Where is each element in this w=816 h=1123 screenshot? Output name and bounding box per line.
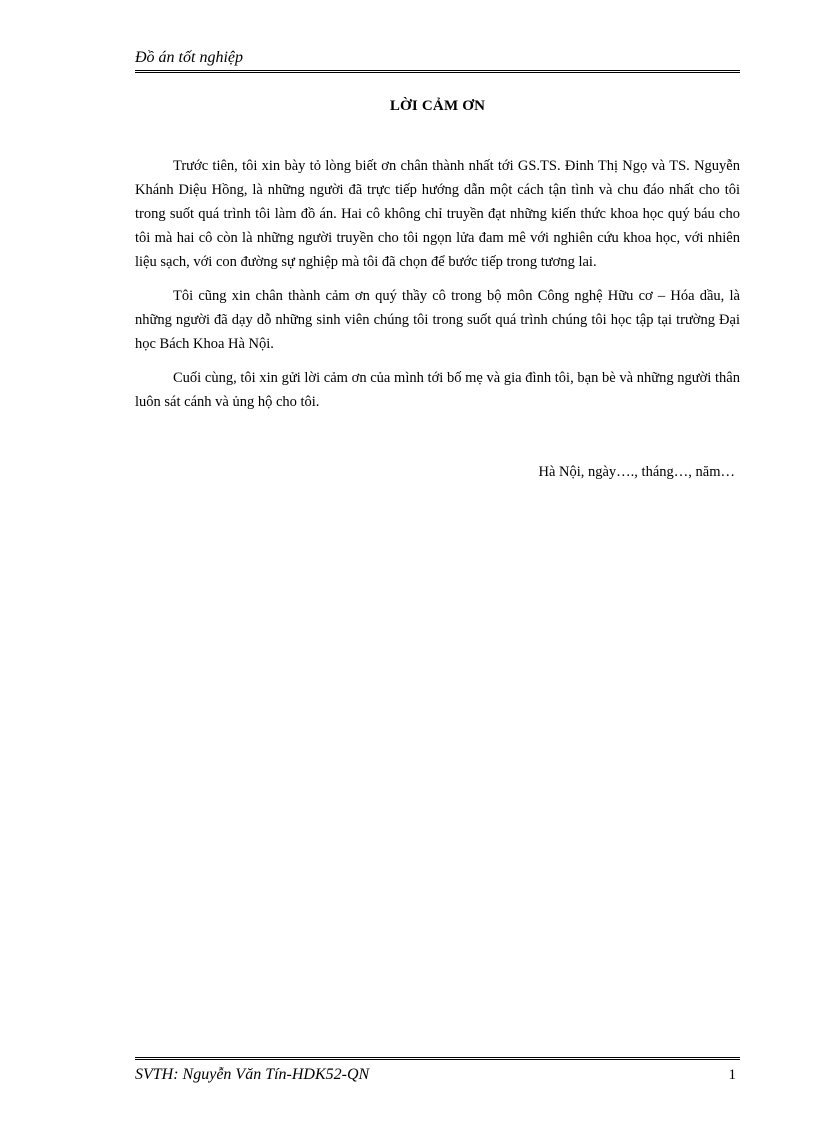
header-rule [135, 70, 740, 73]
page-footer [135, 1057, 740, 1084]
document-title: LỜI CẢM ƠN [389, 98, 486, 114]
footer-author: SVTH: Nguyễn Văn Tín-HDK52-QN [135, 1066, 370, 1083]
paragraph: Cuối cùng, tôi xin gửi lời cảm ơn của mình tới bố mẹ và gia đình tôi, bạn bè và những người thân luôn sát cánh và ủng hộ cho tôi. [135, 370, 740, 410]
paragraph: Tôi cũng xin chân thành cảm ơn quý thầy cô trong bộ môn Công nghệ Hữu cơ – Hóa dầu, là những người đã dạy dỗ những sinh viên chúng tôi trong suốt quá trình chúng tôi học tập tại trường Đại học Bách Khoa Hà Nội. [135, 288, 740, 352]
page-header [135, 48, 740, 73]
document-body [135, 154, 740, 424]
paragraph: Trước tiên, tôi xin bày tỏ lòng biết ơn chân thành nhất tới GS.TS. Đinh Thị Ngọ và TS. Nguyễn Khánh Diệu Hồng, là những người đã trực tiếp hướng dẫn một cách tận tình và chu đáo nhất cho tôi trong suốt quá trình tôi làm đồ án. Hai cô không chỉ truyền đạt những kiến thức khoa học quý báu cho tôi mà hai cô còn là những người truyền cho tôi ngọn lửa đam mê với nghiên cứu khoa học, với nhiên liệu sạch, với con đường sự nghiệp mà tôi đã chọn để bước tiếp trong tương lai. [135, 158, 740, 270]
footer-rule [135, 1057, 740, 1060]
date-signoff: Hà Nội, ngày…., tháng…, năm… [538, 464, 735, 480]
header-title: Đồ án tốt nghiệp [135, 49, 243, 66]
page-number: 1 [728, 1067, 736, 1083]
